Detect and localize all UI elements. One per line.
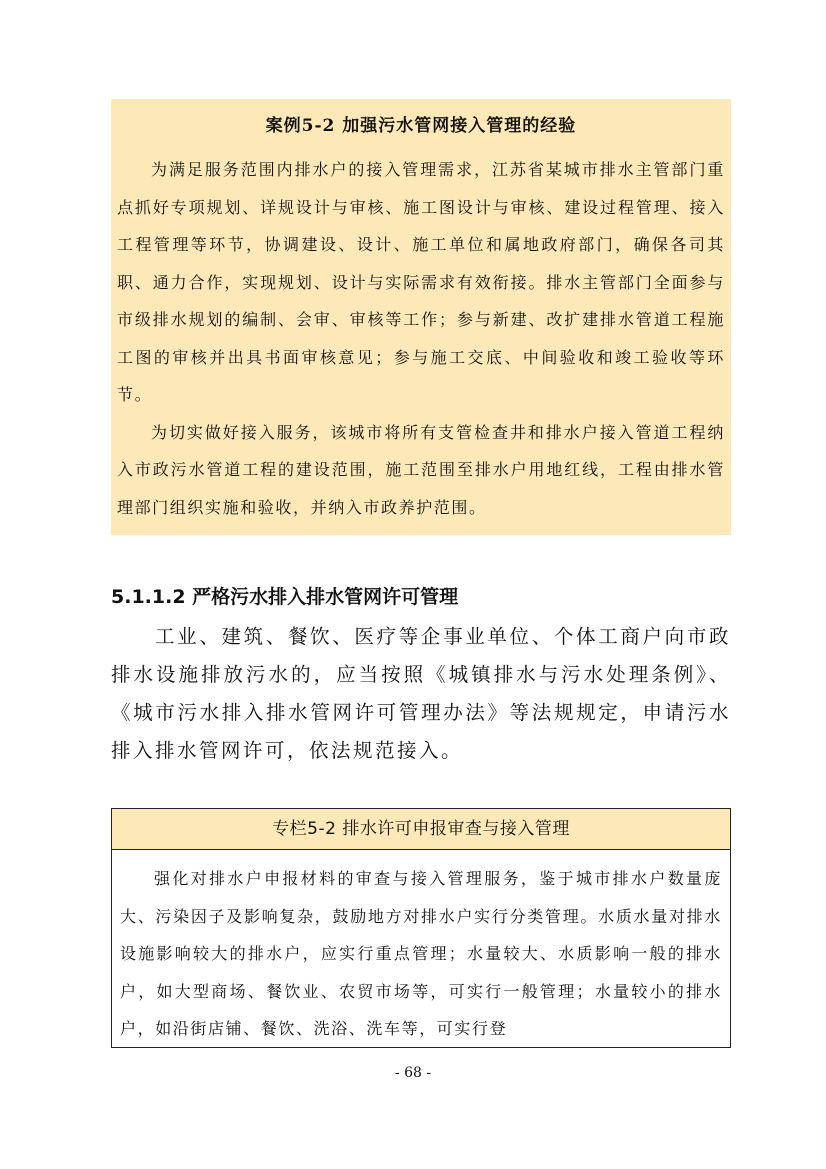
column-title: 专栏5-2 排水许可申报审查与接入管理: [112, 809, 730, 850]
case-title: 案例5-2 加强污水管网接入管理的经验: [265, 116, 577, 136]
case-paragraph-1: 为满足服务范围内排水户的接入管理需求，江苏省某城市排水主管部门重点抓好专项规划、详规设计与审核、施工图设计与审核、建设过程管理、接入工程管理等环节，协调建设、设计、施工单位和属地政府部门，确保各司其职、通力合作，实现规划、设计与实际需求有效衔接。排水主管部门全面参与市级排水规划的编制、会审、审核等工作；参与新建、改扩建排水管道工程施工图的审核并出具书面审核意见；参与施工交底、中间验收和竣工验收等环节。: [117, 160, 725, 404]
case-paragraph-2: 为切实做好接入服务，该城市将所有支管检查井和排水户接入管道工程纳入市政污水管道工程的建设范围，施工范围至排水户用地红线，工程由排水管理部门组织实施和验收，并纳入市政养护范围。: [117, 422, 725, 517]
column-paragraph: 强化对排水户申报材料的审查与接入管理服务，鉴于城市排水户数量庞大、污染因子及影响复杂，鼓励地方对排水户实行分类管理。水质水量对排水设施影响较大的排水户，应实行重点管理；水量较大、水质影响一般的排水户，如大型商场、餐饮业、农贸市场等，可实行一般管理；水量较小的排水户，如沿街店铺、餐饮、洗浴、洗车等，可实行登: [120, 869, 722, 1038]
case-box: [111, 99, 731, 535]
page-number: - 68 -: [394, 1065, 432, 1081]
column-box: [111, 808, 731, 1048]
section-paragraph: 工业、建筑、餐饮、医疗等企事业单位、个体工商户向市政排水设施排放污水的，应当按照《城镇排水与污水处理条例》、《城市污水排入排水管网许可管理办法》等法规规定，申请污水排入排水管网许可，依法规范接入。: [111, 625, 731, 762]
section-heading: 5.1.1.2 严格污水排入排水管网许可管理: [111, 586, 459, 608]
